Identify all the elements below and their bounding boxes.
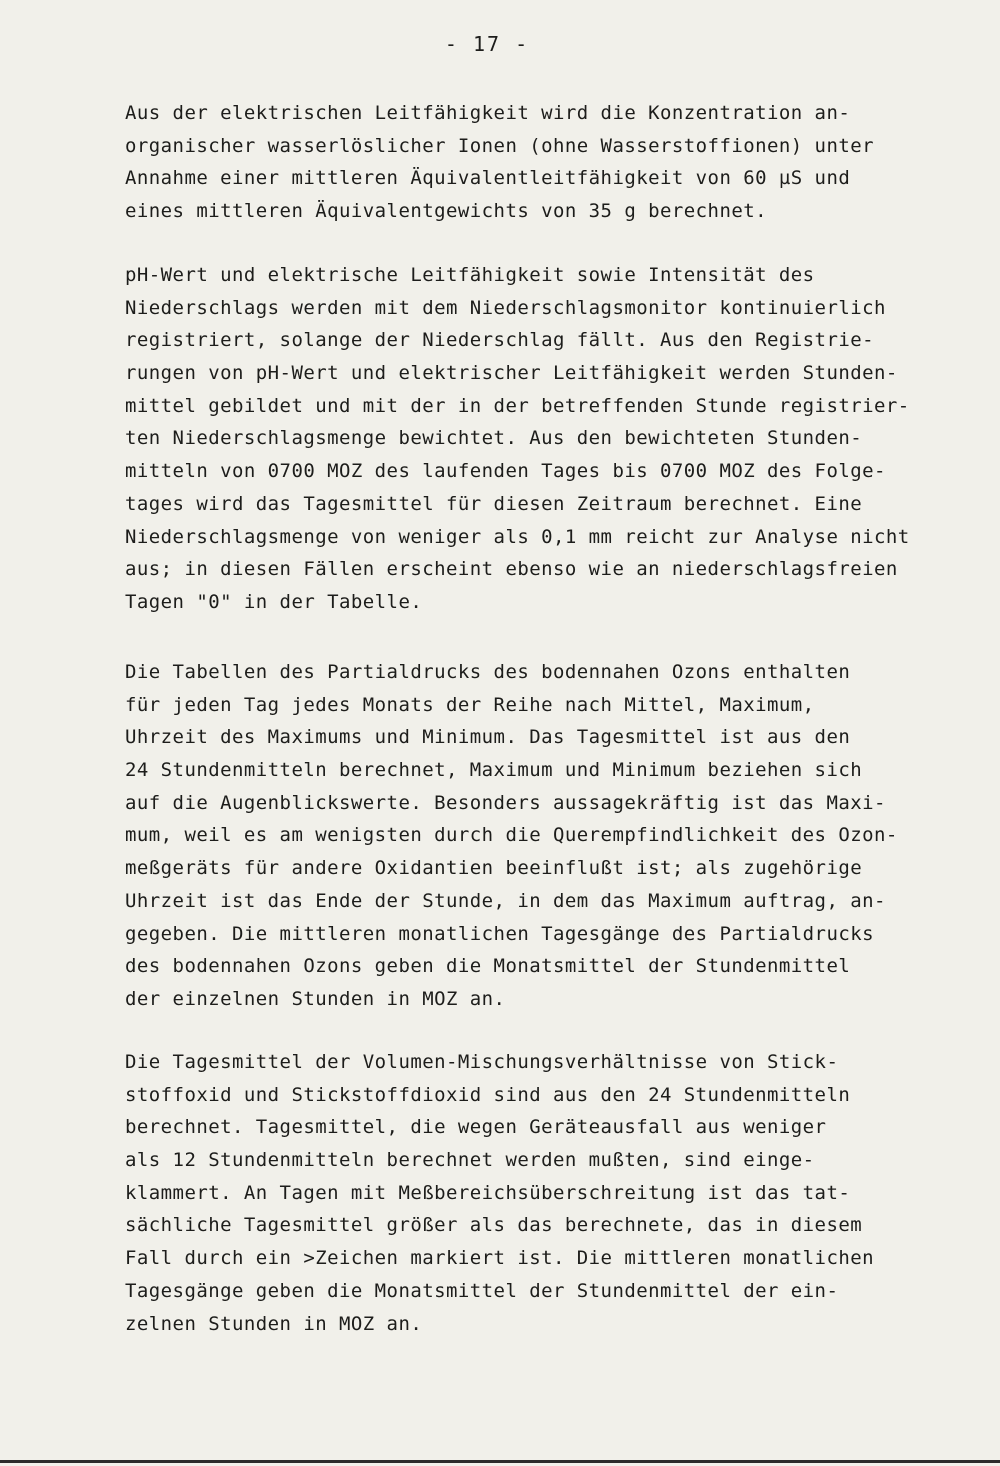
text-line: Fall durch ein >Zeichen markiert ist. Die mittleren monatlichen (125, 1247, 875, 1270)
text-line: Niederschlags werden mit dem Niederschlagsmonitor kontinuierlich (125, 296, 886, 319)
text-line: klammert. An Tagen mit Meßbereichsüberschreitung ist das tat- (125, 1181, 851, 1204)
text-line: des bodennahen Ozons geben die Monatsmittel der Stundenmittel (125, 955, 851, 978)
text-line: gegeben. Die mittleren monatlichen Tagesgänge des Partialdrucks (125, 922, 875, 945)
paragraph-conductivity (125, 97, 995, 228)
text-line: registriert, solange der Niederschlag fällt. Aus den Registrie- (125, 329, 875, 352)
paragraph-nitrogen-oxides (125, 1046, 995, 1340)
text-line: Niederschlagsmenge von weniger als 0,1 mm reicht zur Analyse nicht (125, 525, 910, 548)
text-line: eines mittleren Äquivalentgewichts von 35 g berechnet. (125, 200, 768, 223)
text-line: Annahme einer mittleren Äquivalentleitfähigkeit von 60 µS und (125, 167, 851, 190)
text-line: Die Tabellen des Partialdrucks des bodennahen Ozons enthalten (125, 661, 851, 683)
paragraph-ph-value (125, 259, 995, 619)
text-line: ten Niederschlagsmenge bewichtet. Aus den bewichteten Stunden- (125, 427, 863, 450)
text-line: auf die Augenblickswerte. Besonders aussagekräftig ist das Maxi- (125, 791, 886, 814)
text-line: tages wird das Tagesmittel für diesen Zeitraum berechnet. Eine (125, 492, 863, 515)
text-line: aus; in diesen Fällen erscheint ebenso wie an niederschlagsfreien (125, 558, 898, 581)
text-line: 24 Stundenmitteln berechnet, Maximum und Minimum beziehen sich (125, 759, 863, 782)
text-line: Tagen "0" in der Tabelle. (125, 590, 423, 613)
text-line: Uhrzeit des Maximums und Minimum. Das Tagesmittel ist aus den (125, 726, 851, 749)
page-number: - 17 - (444, 32, 530, 56)
text-line: rungen von pH-Wert und elektrischer Leitfähigkeit werden Stunden- (125, 362, 898, 385)
text-line: berechnet. Tagesmittel, die wegen Geräteausfall aus weniger (125, 1116, 827, 1139)
text-line: Die Tagesmittel der Volumen-Mischungsverhältnisse von Stick- (125, 1051, 839, 1073)
text-line: sächliche Tagesmittel größer als das berechnete, das in diesem (125, 1214, 863, 1237)
page-bottom-edge (0, 1460, 1000, 1463)
text-line: der einzelnen Stunden in MOZ an. (125, 987, 506, 1010)
text-line: meßgeräts für andere Oxidantien beeinflußt ist; als zugehörige (125, 857, 863, 880)
text-line: Uhrzeit ist das Ende der Stunde, in dem das Maximum auftrag, an- (125, 889, 886, 912)
text-line: stoffoxid und Stickstoffdioxid sind aus den 24 Stundenmitteln (125, 1083, 851, 1106)
text-line: mittel gebildet und mit der in der betreffenden Stunde registrier- (125, 394, 910, 417)
text-line: mum, weil es am wenigsten durch die Querempfindlichkeit des Ozon- (125, 824, 898, 847)
text-line: pH-Wert und elektrische Leitfähigkeit sowie Intensität des (125, 264, 815, 286)
text-line: zelnen Stunden in MOZ an. (125, 1312, 423, 1335)
text-line: organischer wasserlöslicher Ionen (ohne Wasserstoffionen) unter (125, 134, 875, 157)
text-line: Tagesgänge geben die Monatsmittel der Stundenmittel der ein- (125, 1279, 839, 1302)
text-line: als 12 Stundenmitteln berechnet werden mußten, sind einge- (125, 1149, 815, 1172)
text-line: mitteln von 0700 MOZ des laufenden Tages bis 0700 MOZ des Folge- (125, 460, 886, 483)
paragraph-ozone (125, 656, 995, 1016)
text-line: Aus der elektrischen Leitfähigkeit wird die Konzentration an- (125, 102, 851, 124)
text-line: für jeden Tag jedes Monats der Reihe nach Mittel, Maximum, (125, 693, 815, 716)
